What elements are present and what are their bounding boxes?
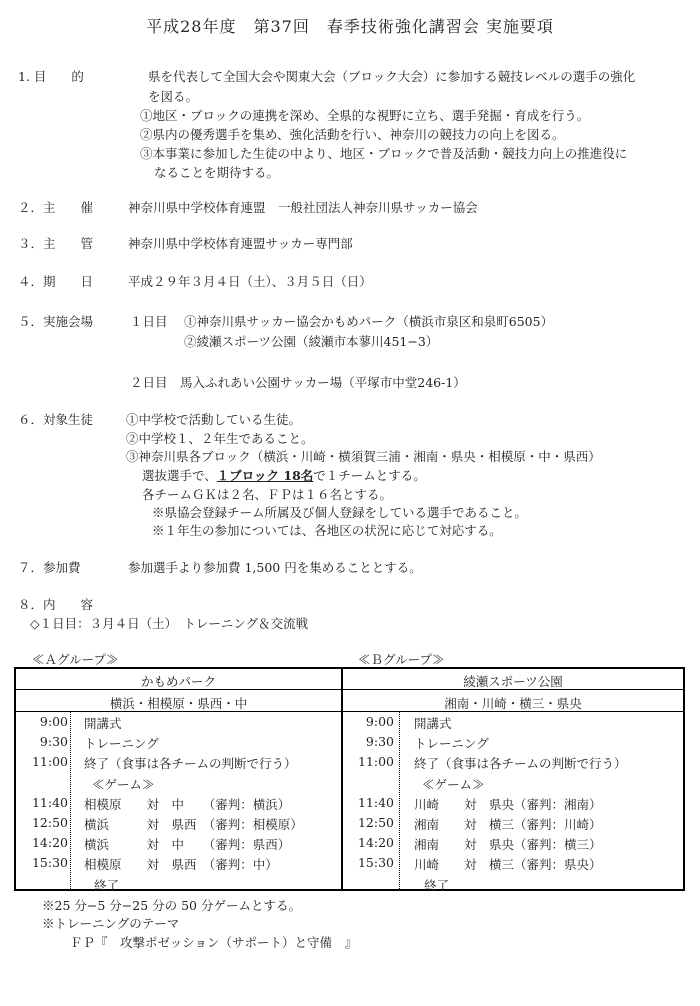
schedule-time: 11:00 <box>31 754 68 770</box>
schedule-item: 終了 <box>94 877 120 893</box>
section-8-heading: ８．内 容 <box>18 597 94 612</box>
schedule-item: トレーニング <box>84 736 159 752</box>
schedule-item: トレーニング <box>414 736 489 752</box>
schedule-item: 開講式 <box>414 716 452 731</box>
time-separator <box>70 712 71 891</box>
group-a-venue: かもめパーク <box>140 674 216 689</box>
schedule-item: 終了（食事は各チームの判断で行う） <box>414 756 627 772</box>
manager-text: 神奈川県中学校体育連盟サッカー専門部 <box>128 236 353 251</box>
eligibility-note: ※１年生の参加については、各地区の状況に応じて対応する。 <box>152 523 502 538</box>
schedule-table <box>14 667 685 891</box>
section-2-heading: ２．主 催 <box>18 200 94 215</box>
team-size-emphasis: １ブロック 18名 <box>216 468 314 483</box>
section-1-heading: 1. 目 的 <box>18 69 84 84</box>
purpose-line: ②県内の優秀選手を集め、強化活動を行い、神奈川の競技力の向上を図る。 <box>140 127 565 142</box>
time-separator <box>399 712 400 891</box>
schedule-item: 湘南 対 横三（審判：川崎） <box>414 817 602 832</box>
section-3-heading: ３．主 管 <box>18 236 94 251</box>
schedule-item: 終了（食事は各チームの判断で行う） <box>84 756 297 772</box>
eligibility-line: ②中学校１、２年生であること。 <box>126 431 314 446</box>
schedule-time: 9:00 <box>365 714 394 729</box>
section-7-heading: ７．参加費 <box>18 560 81 575</box>
eligibility-line <box>142 466 426 484</box>
schedule-time: 12:50 <box>31 815 68 830</box>
eligibility-text: 選抜選手で、 <box>142 468 217 483</box>
eligibility-line: ③神奈川県各ブロック（横浜・川崎・横須賀三浦・湘南・県央・相模原・中・県西） <box>126 449 601 464</box>
schedule-item: 終了 <box>424 877 450 893</box>
eligibility-text: で１チームとする。 <box>313 468 426 483</box>
schedule-item: 湘南 対 県央（審判：横三） <box>414 837 602 853</box>
schedule-time: 11:40 <box>31 794 68 810</box>
group-a-teams: 横浜・相模原・県西・中 <box>109 696 248 711</box>
section-5-heading: ５．実施会場 <box>18 314 94 329</box>
purpose-line: を図る。 <box>148 89 199 104</box>
schedule-item: 横浜 対 中 （審判：県西） <box>84 837 291 853</box>
eligibility-line: ①中学校で活動している生徒。 <box>126 412 302 427</box>
training-theme: ＦＰ『 攻撃ポゼッション（サポート）と守備 』 <box>70 935 358 950</box>
venue-1: ①神奈川県サッカー協会かもめパーク（横浜市泉区和泉町6505） <box>184 314 554 329</box>
venue-day2: ２日目 馬入ふれあい公園サッカー場（平塚市中堂246-1） <box>130 375 466 390</box>
group-b-teams: 湘南・川崎・横三・県央 <box>444 696 582 711</box>
page-title: 平成28年度 第37回 春季技術強化講習会 実施要項 <box>146 17 554 36</box>
schedule-time: 9:30 <box>365 734 394 750</box>
purpose-line: 県を代表して全国大会や関東大会（ブロック大会）に参加する競技レベルの選手の強化 <box>148 69 636 84</box>
venue-2: ②綾瀬スポーツ公園（綾瀬市本蓼川451−3） <box>184 334 439 349</box>
game-format-note: ※25 分−5 分−25 分の 50 分ゲームとする。 <box>42 898 301 913</box>
game-heading: ≪ゲーム≫ <box>92 776 155 792</box>
schedule-time: 9:30 <box>39 734 68 750</box>
fee-text: 参加選手より参加費 1,500 円を集めることとする。 <box>128 560 422 575</box>
purpose-line: ③本事業に参加した生徒の中より、地区・ブロックで普及活動・競技力向上の推進役に <box>140 146 628 161</box>
venue-day1-label: １日目 <box>130 314 168 329</box>
eligibility-note: ※県協会登録チーム所属及び個人登録をしている選手であること。 <box>152 505 528 520</box>
schedule-item: 相模原 対 県西 （審判：中） <box>84 857 278 873</box>
section-6-heading: ６．対象生徒 <box>18 412 94 427</box>
schedule-item: 横浜 対 県西 （審判：相模原） <box>84 817 303 832</box>
schedule-item: 相模原 対 中 （審判：横浜） <box>84 796 291 812</box>
purpose-line: ①地区・ブロックの連携を深め、全県的な視野に立ち、選手発掘・育成を行う。 <box>140 108 590 123</box>
group-b-label: ≪Ｂグループ≫ <box>358 652 445 667</box>
schedule-time: 14:20 <box>357 835 394 851</box>
schedule-time: 12:50 <box>357 815 394 830</box>
schedule-time: 15:30 <box>357 855 394 871</box>
schedule-time: 14:20 <box>31 835 68 851</box>
game-heading: ≪ゲーム≫ <box>422 776 485 792</box>
group-b-venue: 綾瀬スポーツ公園 <box>463 674 563 689</box>
day1-heading: ◇１日目：３月４日（土） トレーニング＆交流戦 <box>30 616 309 631</box>
section-4-heading: ４．期 日 <box>18 274 94 289</box>
group-a-label: ≪Ａグループ≫ <box>32 652 119 667</box>
schedule-time: 15:30 <box>31 855 68 871</box>
schedule-time: 9:00 <box>39 714 68 729</box>
schedule-time: 11:00 <box>357 754 394 770</box>
schedule-item: 川崎 対 横三（審判：県央） <box>414 857 602 873</box>
date-text: 平成２９年３月４日（土）、３月５日（日） <box>128 274 372 289</box>
organizer-text: 神奈川県中学校体育連盟 一般社団法人神奈川県サッカー協会 <box>128 200 478 215</box>
schedule-item: 開講式 <box>84 716 122 731</box>
purpose-line: なることを期待する。 <box>154 165 280 180</box>
schedule-time: 11:40 <box>357 794 394 810</box>
training-theme-label: ※トレーニングのテーマ <box>42 916 180 931</box>
schedule-item: 川崎 対 県央（審判：湘南） <box>414 796 602 812</box>
eligibility-line: 各チームＧＫは２名、ＦＰは１６名とする。 <box>142 487 393 502</box>
